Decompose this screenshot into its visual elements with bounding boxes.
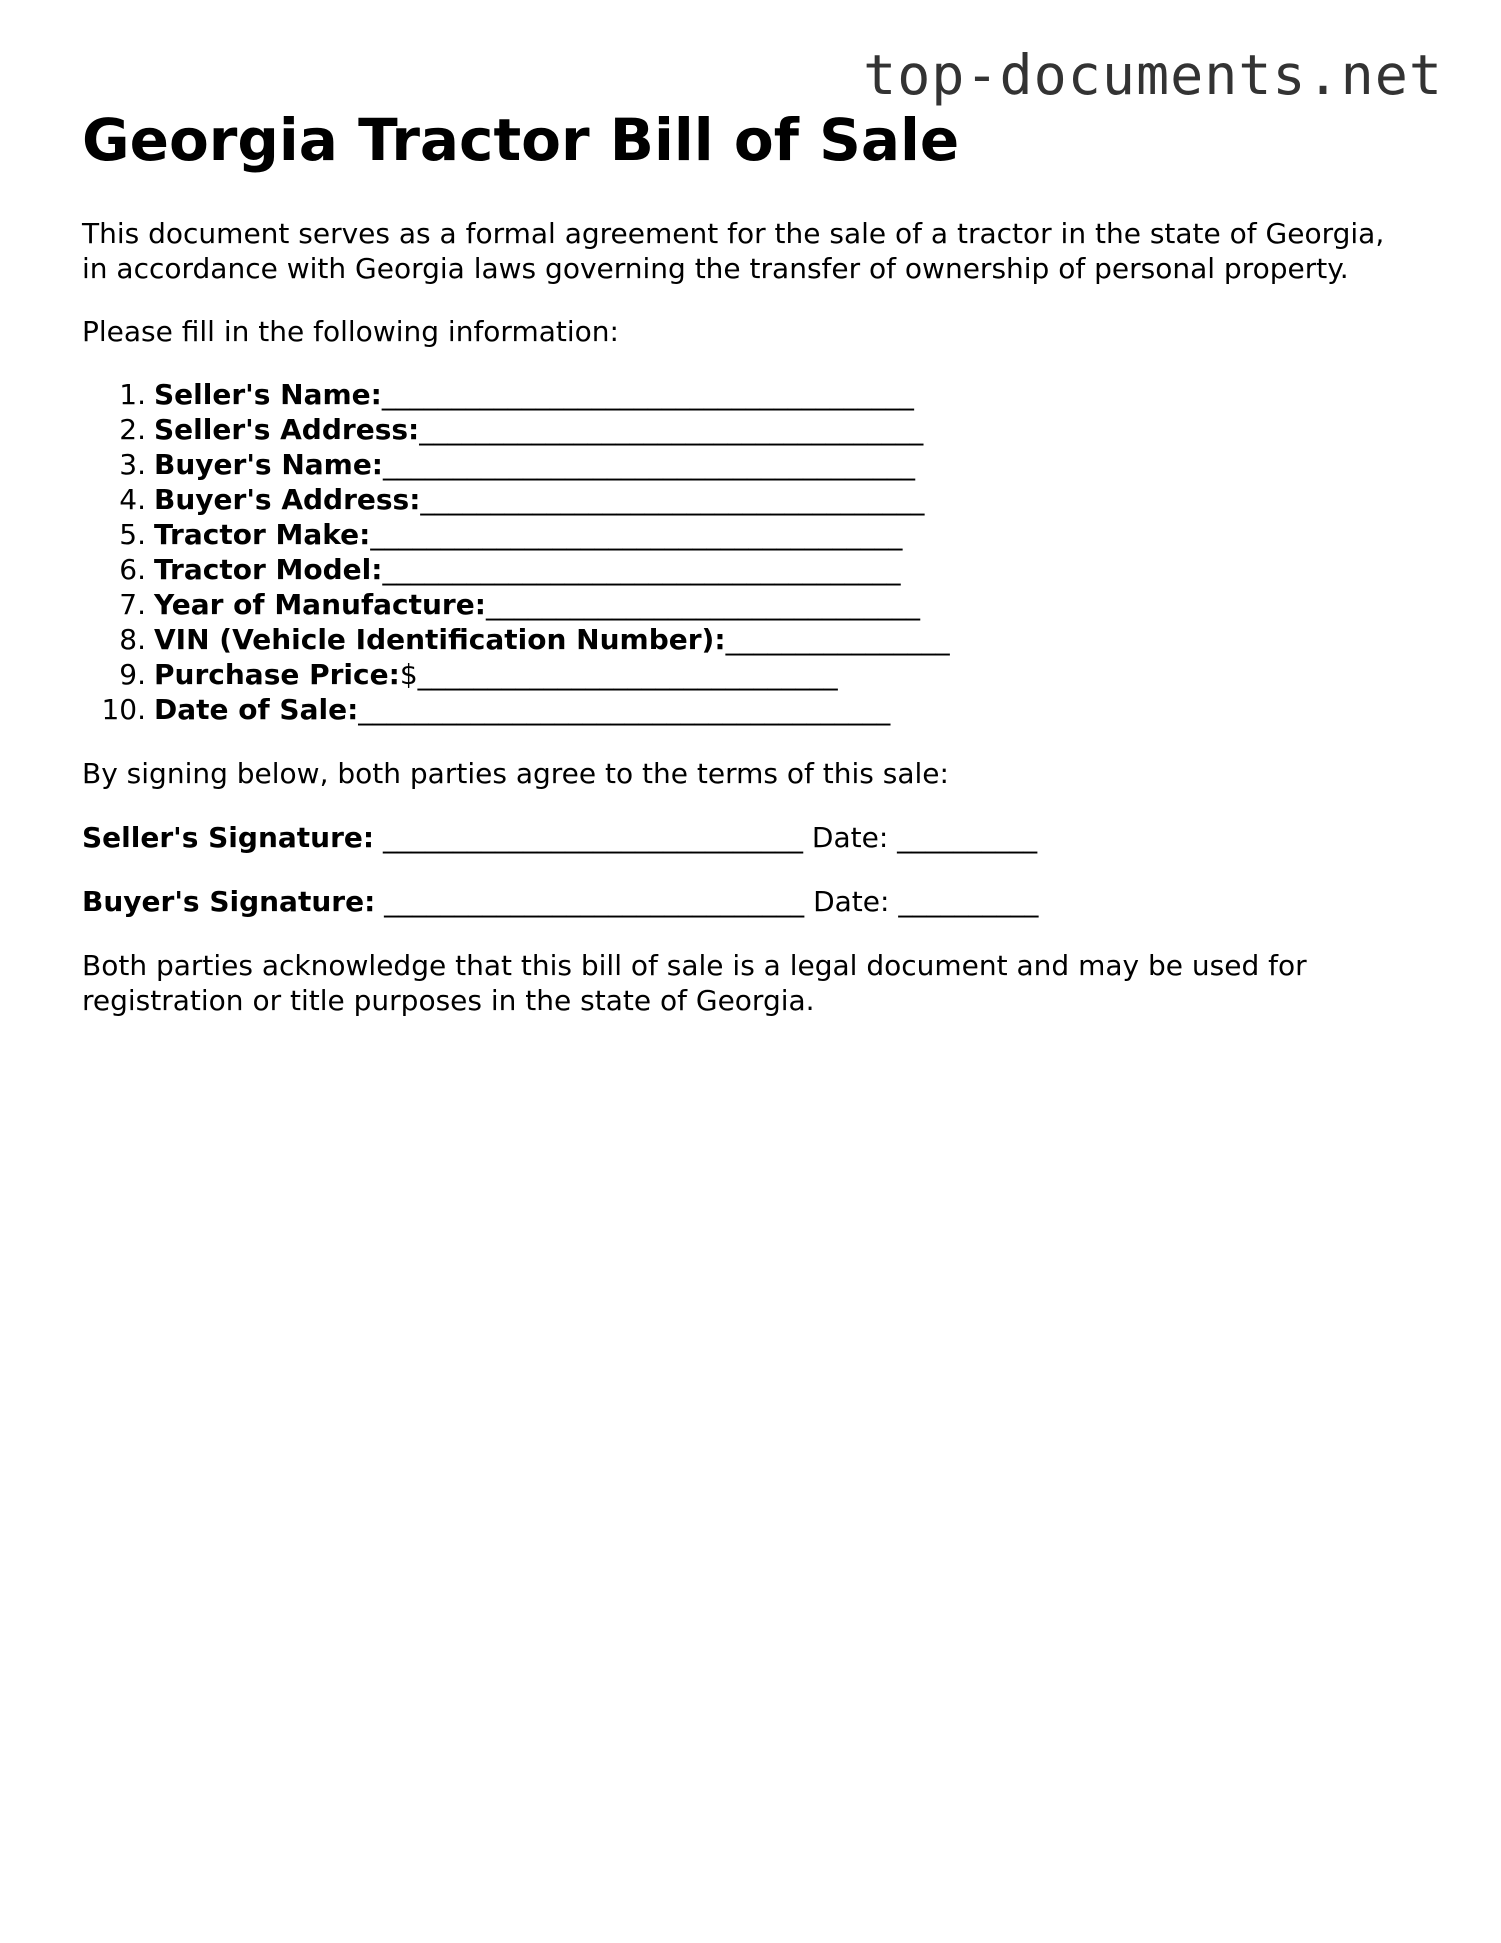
buyer-signature-line [82,884,1422,919]
field-blank: ____________________________________ [420,483,925,516]
field-sellers-name [82,377,1422,412]
seller-signature-line [82,820,1422,855]
field-label: Tractor Model: [154,553,383,586]
field-number: 2. [119,413,146,446]
field-blank: $______________________________ [399,658,838,691]
field-label: Buyer's Address: [154,483,421,516]
buyer-signature-blank: ______________________________ [375,885,805,918]
field-blank: ______________________________________ [381,378,914,411]
field-blank: _______________________________ [485,588,920,621]
field-number: 5. [119,518,146,551]
document-page [82,104,1422,1018]
field-buyers-address [82,482,1422,517]
field-blank: ____________________________________ [419,413,924,446]
field-number: 6. [119,553,146,586]
field-blank: ______________________________________ [370,518,903,551]
intro-paragraph: This document serves as a formal agreement for the sale of a tractor in the state of Georgia, in accordance with Georgia laws governing the transfer of ownership of personal property. [82,217,1385,285]
seller-signature-blank: ______________________________ [374,821,803,854]
field-label: Purchase Price: [154,658,400,691]
field-year-of-manufacture [82,587,1422,622]
watermark: top-documents.net [863,43,1443,107]
field-blank: ________________ [725,623,950,656]
field-sellers-address [82,412,1422,447]
field-label: Seller's Name: [154,378,382,411]
field-buyers-name [82,447,1422,482]
buyer-signature-date: Date: __________ [804,885,1039,918]
field-label: Year of Manufacture: [154,588,486,621]
field-number: 9. [119,658,146,691]
field-blank: ______________________________________ [358,693,891,726]
field-date-of-sale [82,692,1422,727]
field-label: Buyer's Name: [154,448,384,481]
field-purchase-price [82,657,1422,692]
document-title: Georgia Tractor Bill of Sale [82,106,960,174]
field-vin [82,622,1422,657]
seller-signature-date: Date: __________ [803,821,1038,854]
buyer-signature-label: Buyer's Signature: [82,885,376,918]
field-label: Date of Sale: [154,693,359,726]
field-number: 1. [119,378,146,411]
field-number: 7. [119,588,146,621]
fill-prompt: Please fill in the following information: [82,315,619,348]
field-blank: ______________________________________ [383,448,916,481]
field-number: 3. [119,448,146,481]
field-tractor-make [82,517,1422,552]
field-label: VIN (Vehicle Identification Number): [154,623,726,656]
field-label: Seller's Address: [154,413,420,446]
field-label: Tractor Make: [154,518,371,551]
field-tractor-model [82,552,1422,587]
seller-signature-label: Seller's Signature: [82,821,375,854]
field-blank: _____________________________________ [382,553,901,586]
field-number: 4. [119,483,146,516]
agreement-statement: By signing below, both parties agree to the terms of this sale: [82,757,949,790]
field-number: 8. [119,623,146,656]
field-number: 10. [101,693,146,726]
acknowledgement-paragraph: Both parties acknowledge that this bill of sale is a legal document and may be used for registration or title purposes in the state of Georgia. [82,949,1307,1017]
field-list [82,377,1422,727]
